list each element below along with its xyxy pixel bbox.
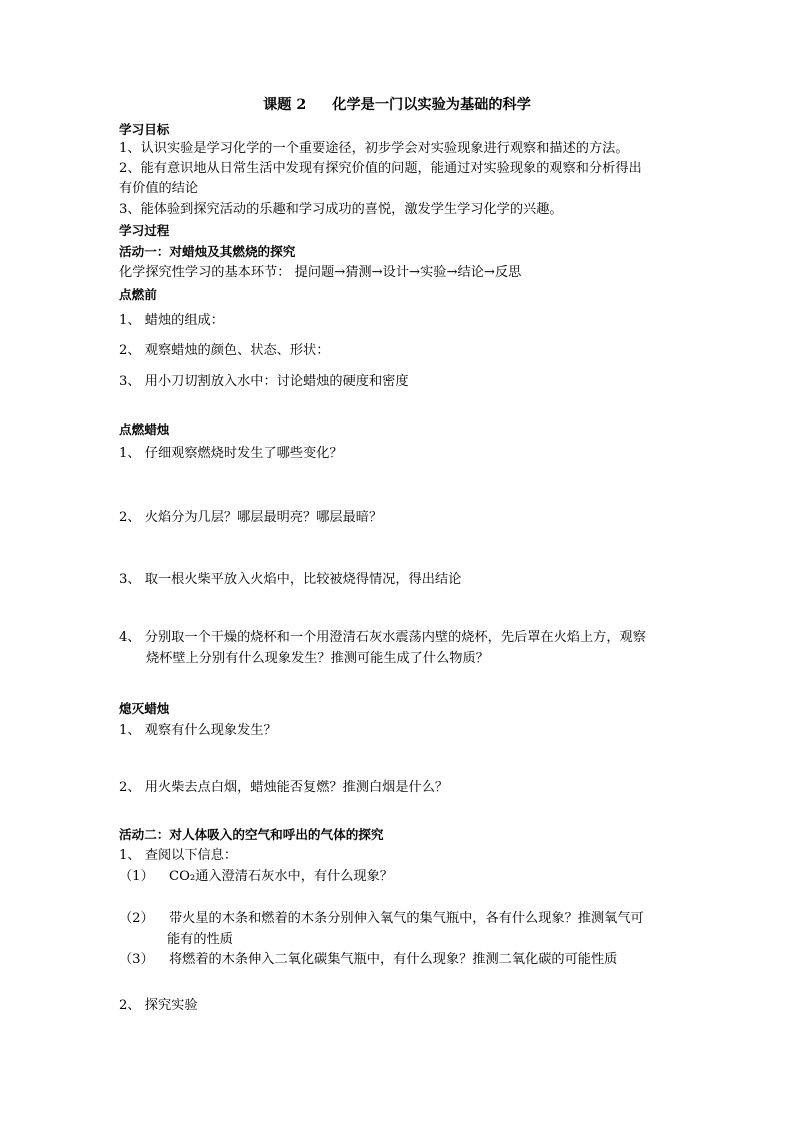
before-question-3: 3、 用小刀切割放入水中：讨论蜡烛的硬度和密度: [119, 374, 409, 389]
before-question-1: 1、 蜡烛的组成：: [119, 313, 224, 328]
goal-item-1: 1、认识实验是学习化学的一个重要途径，初步学会对实验现象进行观察和描述的方法。: [119, 141, 629, 156]
before-question-2: 2、 观察蜡烛的颜色、状态、形状：: [119, 343, 330, 358]
explore-experiment: 2、 探究实验: [119, 998, 198, 1013]
lesson-name: 化学是一门以实验为基础的科学: [332, 97, 531, 113]
goal-item-2-line-2: 有价值的结论: [119, 181, 199, 196]
burning-question-2: 2、 火焰分为几层？哪层最明亮？哪层最暗？: [119, 510, 383, 525]
burning-question-4-line-1: 4、 分别取一个干燥的烧杯和一个用澄清石灰水震荡内壁的烧杯，先后罩在火焰上方，观察: [119, 630, 646, 645]
activity1-heading: 活动一：对蜡烛及其燃烧的探究: [119, 244, 296, 259]
extinguish-question-1: 1、 观察有什么现象发生？: [119, 723, 277, 738]
lesson-number: 课题 2: [263, 97, 307, 113]
extinguish-heading: 熄灭蜡烛: [119, 701, 170, 716]
sub-item-2-number: （2）: [119, 911, 154, 926]
lighting-heading: 点燃蜡烛: [119, 422, 170, 437]
goal-item-2-line-1: 2、能有意识地从日常生活中发现有探究价值的问题，能通过对实验现象的观察和分析得出: [119, 161, 642, 176]
inquiry-steps: 化学探究性学习的基本环节： 提问题→猜测→设计→实验→结论→反思: [119, 265, 522, 280]
extinguish-question-2: 2、 用火柴去点白烟，蜡烛能否复燃？推测白烟是什么？: [119, 780, 449, 795]
burning-question-4-line-2: 烧杯壁上分别有什么现象发生？推测可能生成了什么物质？: [146, 651, 489, 666]
burning-question-1: 1、 仔细观察燃烧时发生了哪些变化？: [119, 446, 343, 461]
sub-item-3: [119, 951, 617, 969]
sub-item-3-number: （3）: [119, 952, 154, 967]
before-lighting-heading: 点燃前: [119, 287, 157, 302]
sub-item-1-number: （1）: [119, 869, 154, 884]
sub-item-2-line-1: [119, 910, 644, 928]
goals-heading: 学习目标: [119, 122, 170, 137]
sub-item-1-text: CO₂通入澄清石灰水中，有什么现象？: [169, 869, 393, 884]
process-heading: 学习过程: [119, 223, 170, 238]
goal-item-3: 3、能体验到探究活动的乐趣和学习成功的喜悦，激发学生学习化学的兴趣。: [119, 202, 563, 217]
page-title: [0, 96, 794, 114]
lookup-info: 1、 查阅以下信息：: [119, 848, 238, 863]
sub-item-1: [119, 868, 393, 886]
sub-item-2-text: 带火星的木条和燃着的木条分别伸入氧气的集气瓶中，各有什么现象？推测氧气可: [169, 911, 644, 926]
activity2-heading: 活动二：对人体吸入的空气和呼出的气体的探究: [119, 827, 384, 842]
sub-item-2-line-2: 能有的性质: [167, 932, 233, 947]
burning-question-3: 3、 取一根火柴平放入火焰中，比较被烧得情况，得出结论: [119, 572, 462, 587]
sub-item-3-text: 将燃着的木条伸入二氧化碳集气瓶中，有什么现象？推测二氧化碳的可能性质: [169, 952, 618, 967]
